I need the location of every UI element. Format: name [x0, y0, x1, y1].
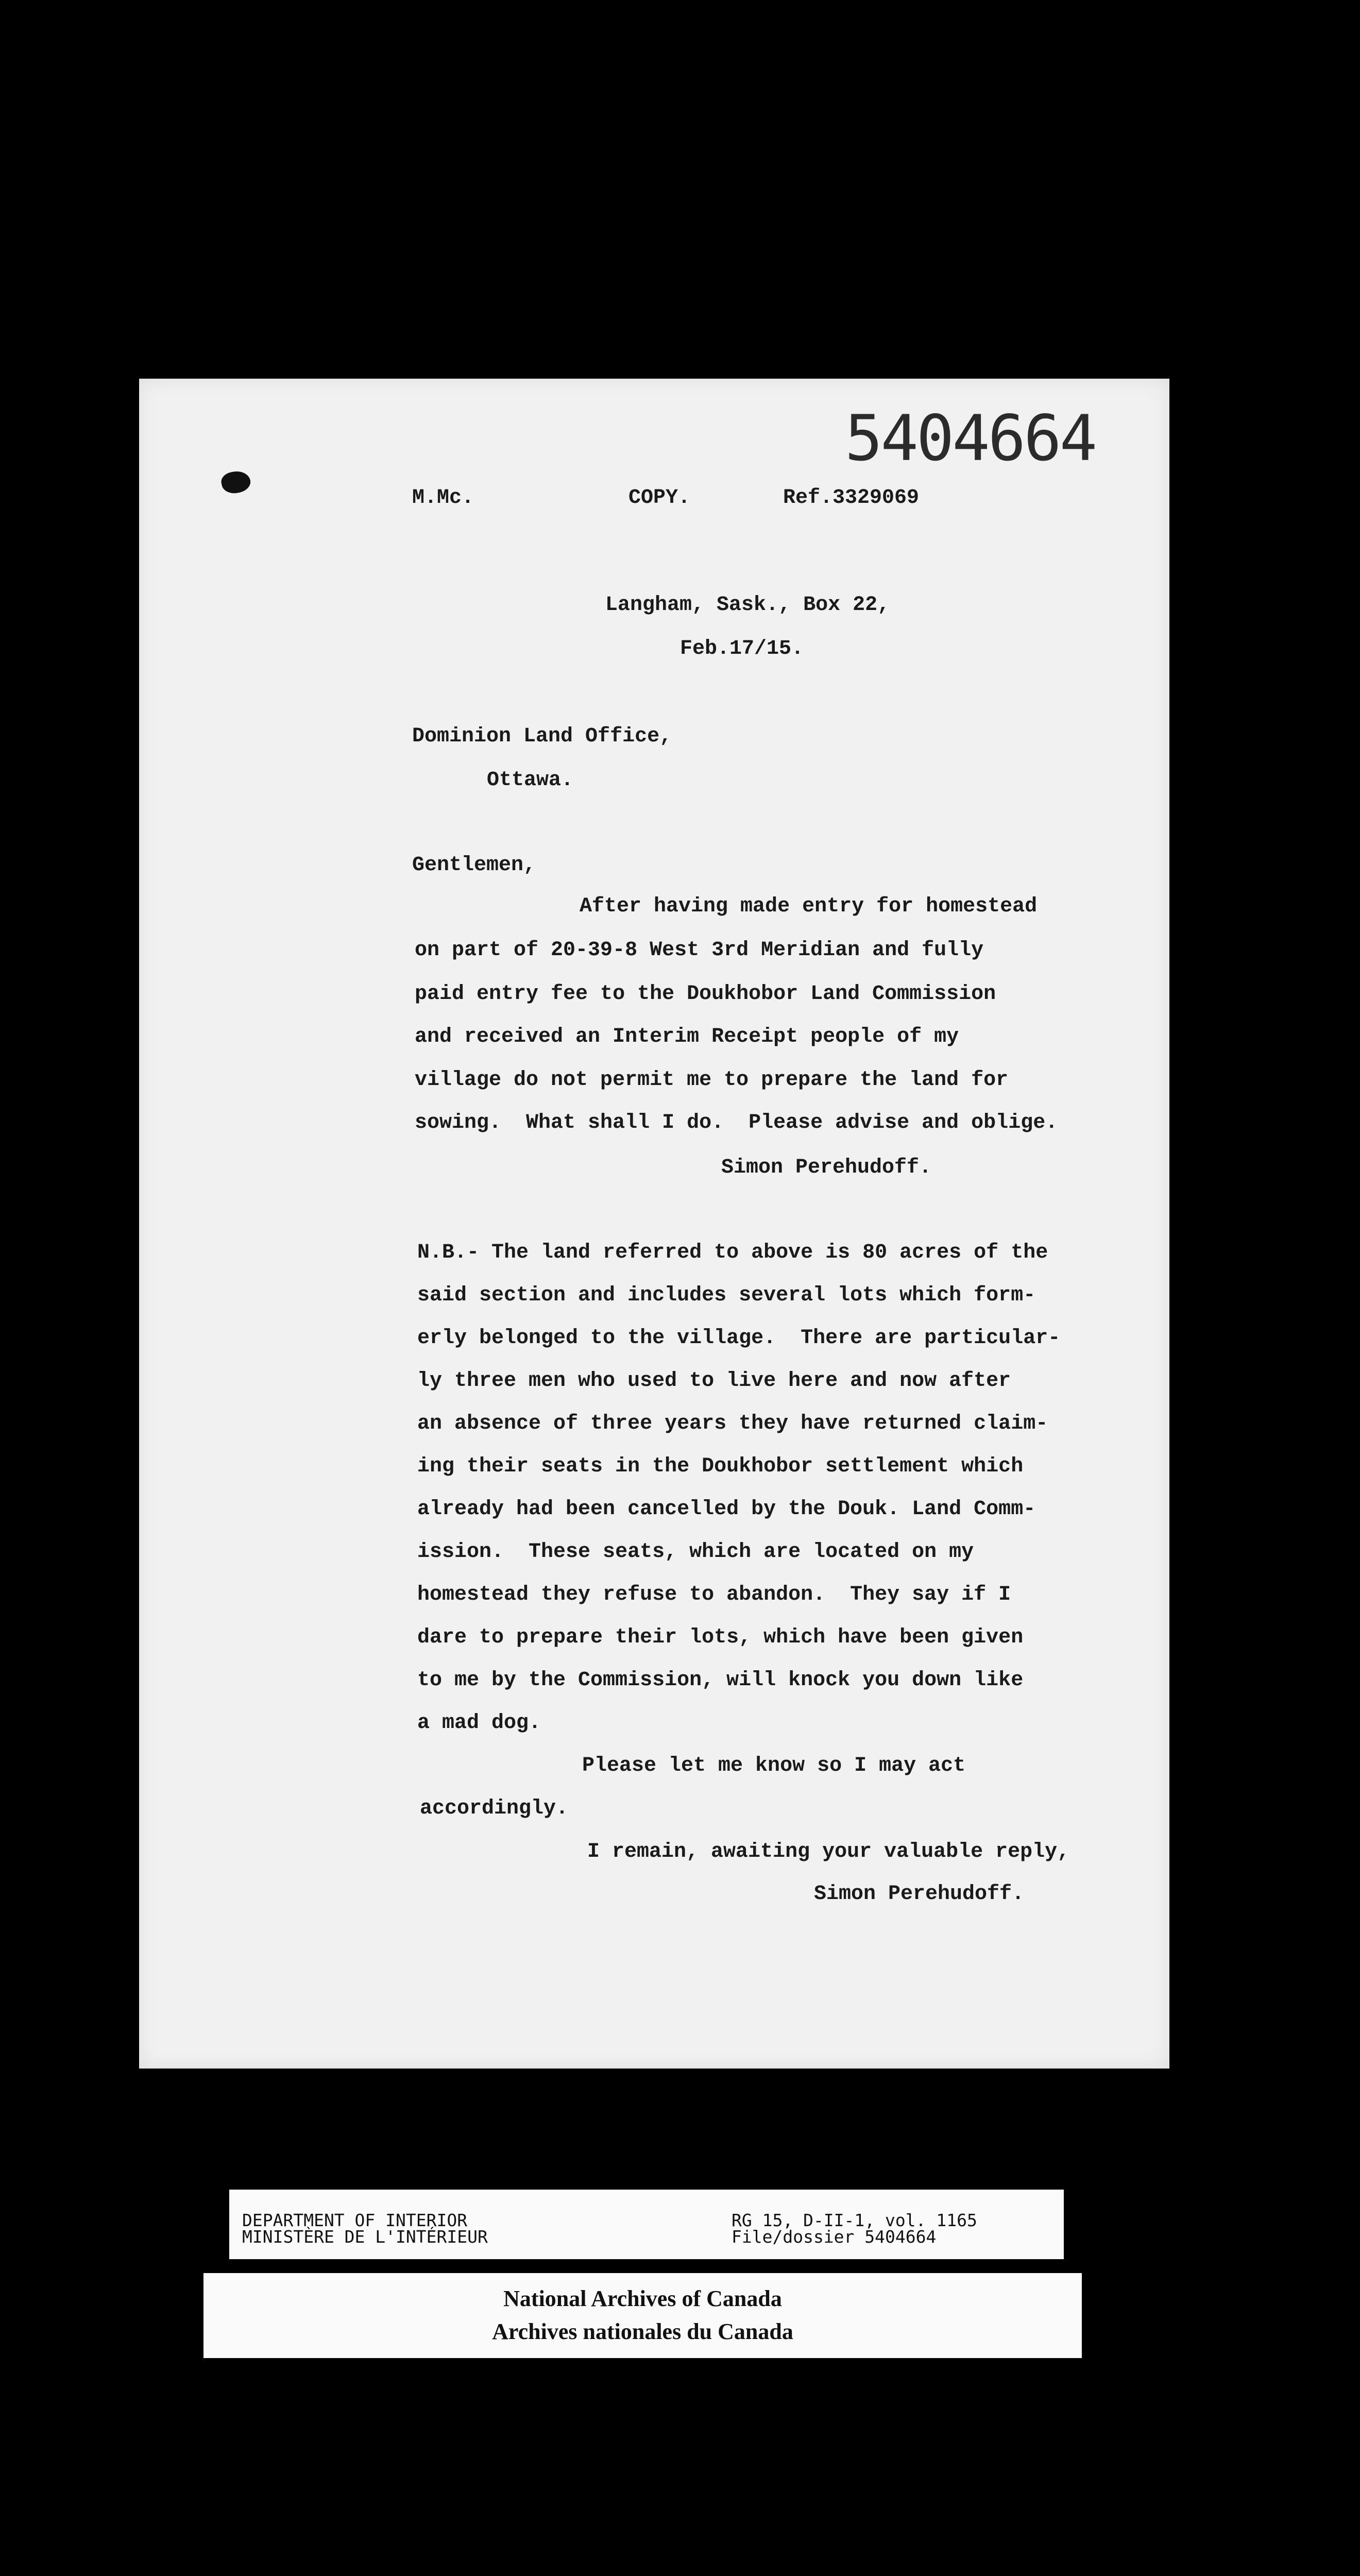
file-dossier-number: File/dossier 5404664	[732, 2227, 937, 2247]
closing-paragraph-line: Please let me know so I may act	[582, 1754, 966, 1777]
recipient-line-1: Dominion Land Office,	[412, 725, 672, 748]
nb-line: dare to prepare their lots, which have been given	[417, 1626, 1024, 1649]
nb-line: said section and includes several lots which form-	[417, 1284, 1036, 1307]
nb-line: an absence of three years they have returned claim-	[417, 1412, 1048, 1435]
paragraph1-line: After having made entry for homestead	[580, 895, 1038, 918]
recipient-line-2: Ottawa.	[487, 769, 574, 792]
nb-line: homestead they refuse to abandon. They say if I	[417, 1583, 1011, 1606]
salutation: Gentlemen,	[412, 854, 536, 877]
nb-line: to me by the Commission, will knock you down like	[417, 1669, 1024, 1692]
nb-line: N.B.- The land referred to above is 80 acres of the	[417, 1241, 1048, 1264]
record-group-reference: RG 15, D-II-1, vol. 1165	[732, 2210, 977, 2230]
archives-name-french: Archives nationales du Canada	[492, 2319, 793, 2344]
document-page	[139, 379, 1169, 2069]
header-copy: COPY.	[628, 486, 691, 510]
file-number-stamp: 5404664	[845, 402, 1096, 475]
closing-line: I remain, awaiting your valuable reply,	[587, 1840, 1070, 1863]
archives-name-english: National Archives of Canada	[503, 2286, 782, 2311]
closing-paragraph-line: accordingly.	[420, 1797, 569, 1820]
paragraph1-line: and received an Interim Receipt people of my	[415, 1025, 959, 1048]
letter-date: Feb.17/15.	[680, 637, 804, 660]
nb-line: erly belonged to the village. There are particular-	[417, 1327, 1061, 1350]
signature-2: Simon Perehudoff.	[814, 1883, 1025, 1906]
sender-address: Langham, Sask., Box 22,	[605, 594, 890, 617]
department-english: DEPARTMENT OF INTERIOR	[242, 2210, 468, 2230]
signature-1: Simon Perehudoff.	[721, 1156, 932, 1179]
paragraph1-line: village do not permit me to prepare the land for	[415, 1069, 1009, 1092]
header-ref: Ref.3329069	[783, 486, 920, 510]
archive-reference-label	[229, 2190, 1064, 2259]
paragraph1-line: on part of 20-39-8 West 3rd Meridian and fully	[415, 939, 984, 962]
nb-line: a mad dog.	[417, 1711, 541, 1735]
ink-blot	[219, 469, 252, 496]
national-archives-banner	[203, 2273, 1082, 2358]
header-initials: M.Mc.	[412, 486, 474, 510]
nb-line: ing their seats in the Doukhobor settlement which	[417, 1455, 1024, 1478]
paragraph1-line: paid entry fee to the Doukhobor Land Commission	[415, 982, 996, 1006]
nb-line: already had been cancelled by the Douk. Land Comm-	[417, 1498, 1036, 1521]
department-french: MINISTÈRE DE L'INTÉRIEUR	[242, 2227, 488, 2247]
nb-line: ly three men who used to live here and now after	[417, 1369, 1011, 1393]
nb-line: ission. These seats, which are located on my	[417, 1540, 974, 1564]
paragraph1-line: sowing. What shall I do. Please advise and oblige.	[415, 1111, 1058, 1134]
